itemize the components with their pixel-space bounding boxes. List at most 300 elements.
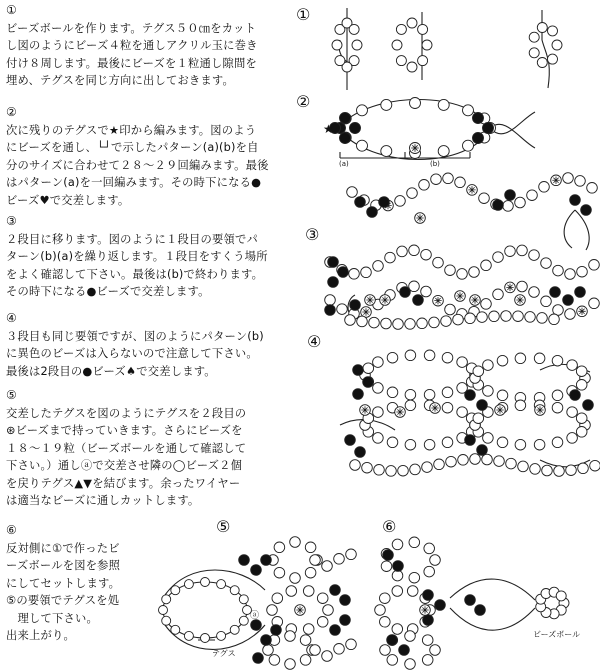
bead-clear	[442, 437, 453, 448]
bead-clear	[424, 389, 435, 400]
bead-dark	[350, 123, 361, 134]
bead-dark	[473, 113, 484, 124]
bead-clear	[567, 407, 578, 418]
bead-clear	[483, 386, 494, 397]
bead-clear	[217, 580, 226, 589]
bead-clear	[421, 249, 432, 260]
bead-dark	[239, 555, 250, 566]
bead-dark	[353, 365, 364, 376]
figure-6-number: ⑥	[382, 517, 397, 536]
bead-star-mark	[411, 144, 419, 152]
bead-clear	[529, 250, 540, 261]
bead-clear	[483, 360, 494, 371]
bead-clear	[483, 433, 494, 444]
bead-dark	[387, 635, 398, 646]
bead-clear	[434, 459, 445, 470]
bead-clear	[575, 176, 586, 187]
bead-clear	[380, 617, 391, 628]
bead-clear	[373, 383, 384, 394]
bead-clear	[322, 651, 333, 662]
bead-clear	[217, 631, 226, 640]
bead-clear	[567, 433, 578, 444]
bead-dark	[355, 197, 366, 208]
bead-clear	[405, 389, 416, 400]
bead-clear	[513, 311, 524, 322]
bead-dark	[261, 555, 272, 566]
bead-clear	[479, 193, 490, 204]
step-5-line: を戻りテグス▲▼を結びます。余ったワイヤー	[6, 476, 241, 490]
bead-dark	[465, 435, 476, 446]
bead-clear	[481, 260, 492, 271]
bead-clear	[441, 316, 452, 327]
bead-clear	[422, 462, 433, 473]
bead-clear	[269, 655, 280, 666]
bead-dark	[325, 305, 336, 316]
bead-clear	[457, 357, 468, 368]
pattern-bracket	[340, 152, 470, 158]
bead-clear	[392, 539, 403, 550]
bead-dark	[563, 295, 574, 306]
bead-clear	[552, 40, 562, 50]
step-3-line: ターン(b)(a)を繰り返します。１段目をすくう場所	[6, 250, 268, 263]
bead-dark	[575, 287, 586, 298]
bead-clear	[537, 313, 548, 324]
bead-clear	[387, 352, 398, 363]
bead-clear	[184, 631, 193, 640]
bead-dark	[251, 565, 262, 576]
bead-clear	[407, 586, 418, 597]
bead-clear	[322, 561, 333, 572]
step-6-line: 反対側に①で作ったビ	[6, 541, 120, 555]
bead-clear	[385, 252, 396, 263]
bead-clear	[525, 312, 536, 323]
thread-line	[450, 608, 535, 630]
bead-clear	[430, 645, 441, 656]
figure-4-number: ④	[307, 332, 322, 351]
step-5-line: 交差したテグスを図のようにテグスを２段目の	[6, 406, 247, 420]
bead-clear	[409, 537, 420, 548]
bead-clear	[239, 616, 248, 625]
bead-dark	[379, 197, 390, 208]
bead-clear	[162, 595, 171, 604]
bead-dark	[328, 257, 339, 268]
step-2-line: にビーズを通し、└┘で示したパターン(a)(b)を自	[6, 141, 259, 154]
bead-clear	[442, 387, 453, 398]
bead-clear	[230, 625, 239, 634]
bead-dark	[367, 207, 378, 218]
bead-dark	[328, 277, 339, 288]
bead-dark	[570, 390, 581, 401]
bead-dark	[493, 200, 504, 211]
bead-clear	[290, 573, 301, 584]
bead-clear	[463, 105, 474, 116]
bead-dark	[413, 295, 424, 306]
thread-line	[564, 210, 575, 248]
bead-clear	[576, 427, 587, 438]
bead-clear	[381, 146, 392, 157]
bead-clear	[463, 140, 474, 151]
bead-clear	[458, 455, 469, 466]
bead-clear	[349, 269, 360, 280]
step-2-line: はパターン(a)を一回編みます。その時下になる●	[6, 176, 262, 189]
bead-dark	[505, 190, 516, 201]
bead-clear	[323, 605, 334, 616]
bead-dark	[261, 635, 272, 646]
bead-star-mark	[431, 404, 438, 411]
step-5-number: ⑤	[6, 388, 17, 402]
bead-clear	[410, 464, 421, 475]
bead-clear	[529, 287, 540, 298]
bead-dark	[473, 133, 484, 144]
bead-clear	[469, 267, 480, 278]
bead-clear	[576, 380, 587, 391]
bead-clear	[349, 24, 359, 34]
bead-clear	[380, 645, 391, 656]
bead-clear	[424, 439, 435, 450]
bead-clear	[405, 659, 416, 670]
bead-clear	[455, 177, 466, 188]
bead-clear	[497, 390, 508, 401]
bead-clear	[285, 659, 296, 670]
step-3-line: その時下になる●ビーズで交差します。	[6, 285, 210, 298]
tegusu-label: テグス	[212, 649, 236, 658]
step-1-number: ①	[6, 3, 17, 17]
step-1-line: 埋め、テグスを同じ方向に出しておきます。	[6, 74, 235, 87]
bead-star-mark	[434, 297, 441, 304]
bead-clear	[576, 413, 587, 424]
bead-clear	[457, 269, 468, 280]
bead-clear	[529, 32, 539, 42]
bead-clear	[421, 286, 432, 297]
bead-dark	[465, 595, 476, 606]
bead-dark	[350, 300, 361, 311]
bead-clear	[346, 549, 357, 560]
bead-clear	[549, 314, 560, 325]
bead-clear	[201, 578, 210, 587]
bead-clear	[431, 174, 442, 185]
bead-dark	[477, 400, 488, 411]
bead-star-mark	[471, 296, 478, 303]
bead-clear	[552, 355, 563, 366]
bead-star-mark	[456, 292, 463, 299]
pattern-label-b: (b)	[430, 160, 440, 168]
bead-clear	[537, 23, 547, 33]
bead-clear	[410, 98, 421, 109]
bead-clear	[589, 298, 600, 309]
bead-clear	[303, 624, 314, 635]
bead-clear	[357, 316, 368, 327]
bead-clear	[515, 439, 526, 450]
bead-clear	[274, 542, 285, 553]
bead-clear	[497, 437, 508, 448]
bead-dark	[340, 615, 351, 626]
bead-clear	[534, 353, 545, 364]
bead-clear	[393, 319, 404, 330]
bead-clear	[387, 437, 398, 448]
step-5-line: は適当なビーズに通しカットします。	[6, 494, 200, 507]
bead-clear	[392, 586, 403, 597]
bead-clear	[305, 567, 316, 578]
bead-clear	[396, 56, 406, 66]
bead-clear	[397, 246, 408, 257]
step-6-line: 理して下さい。	[6, 611, 98, 625]
bead-clear	[481, 299, 492, 310]
bead-clear	[171, 625, 180, 634]
bead-dark	[570, 195, 581, 206]
bead-clear	[473, 413, 484, 424]
bead-clear	[515, 400, 526, 411]
bead-clear	[230, 586, 239, 595]
bead-clear	[493, 289, 504, 300]
step-6-number: ⑥	[6, 523, 17, 537]
bead-clear	[518, 461, 529, 472]
bead-clear	[541, 296, 552, 307]
bead-clear	[419, 180, 430, 191]
step-3-line: をよく確認して下さい。最後は(b)で終わります。	[6, 267, 264, 281]
bead-clear	[374, 465, 385, 476]
bead-clear	[422, 635, 433, 646]
bead-star-mark	[416, 214, 423, 221]
bead-clear	[392, 40, 402, 50]
bead-dark	[340, 113, 351, 124]
step-3-number: ③	[6, 214, 17, 228]
bead-dark	[251, 620, 262, 631]
bead-star-mark	[362, 308, 369, 315]
bead-clear	[405, 319, 416, 330]
step-2-number: ②	[6, 105, 17, 119]
bead-clear	[470, 454, 481, 465]
bead-clear	[565, 269, 576, 280]
bead-clear	[286, 586, 297, 597]
bead-dark	[363, 377, 374, 388]
bead-clear	[267, 605, 278, 616]
thread-line	[338, 100, 535, 134]
bead-clear	[290, 537, 301, 548]
start-star-mark: ★	[323, 122, 334, 136]
step-4-line: ３段目も同じ要領ですが、図のようにパターン(b)	[6, 329, 264, 343]
bead-clear	[405, 400, 416, 411]
bead-clear	[171, 586, 180, 595]
step-2-line: 分のサイズに合わせて２８～２９回編みます。最後	[6, 158, 269, 172]
bead-clear	[517, 281, 528, 292]
bead-clear	[398, 465, 409, 476]
bead-clear	[274, 567, 285, 578]
bead-clear	[361, 267, 372, 278]
bead-dark	[465, 390, 476, 401]
bead-star-mark	[396, 408, 403, 415]
bead-clear	[457, 407, 468, 418]
bead-clear	[184, 580, 193, 589]
step-6-line: にしてセットします。	[6, 576, 121, 590]
step-6-line: 出来上がり。	[6, 629, 75, 642]
bead-clear	[380, 593, 391, 604]
bead-ball-label: ビーズボール	[533, 630, 581, 639]
bead-clear	[422, 40, 432, 50]
bead-dark	[338, 267, 349, 278]
bead-clear	[407, 62, 417, 72]
bead-clear	[556, 591, 566, 601]
bead-dark	[423, 590, 434, 601]
bead-clear	[424, 543, 435, 554]
bead-dark	[383, 550, 394, 561]
bead-clear	[541, 258, 552, 269]
step-4-number: ④	[6, 311, 17, 325]
step-1-line: 付け８周します。最後にビーズを１粒通し隙間を	[6, 56, 258, 70]
bead-clear	[407, 188, 418, 199]
step-6-line: ⑤の要領でテグスを処	[6, 594, 120, 607]
bead-clear	[373, 357, 384, 368]
bead-clear	[587, 183, 598, 194]
bead-clear	[352, 40, 362, 50]
thread-line	[338, 124, 535, 159]
bead-dark	[330, 625, 341, 636]
bead-clear	[347, 187, 358, 198]
bead-dark	[423, 615, 434, 626]
step-5-line: 下さい。）通しⓐで交差させ隣の◯ビーズ２個	[6, 459, 243, 472]
bead-clear	[590, 460, 600, 471]
bead-clear	[482, 454, 493, 465]
bead-clear	[517, 245, 528, 256]
bead-clear	[446, 456, 457, 467]
bead-clear	[396, 24, 406, 34]
bead-clear	[300, 635, 311, 646]
bead-clear	[473, 366, 484, 377]
bead-clear	[409, 572, 420, 583]
bead-dark	[393, 561, 404, 572]
bead-clear	[438, 146, 449, 157]
bead-clear	[346, 639, 357, 650]
bead-clear	[337, 304, 348, 315]
bead-star-mark	[361, 406, 368, 413]
bead-clear	[554, 466, 565, 477]
thread-lines	[163, 8, 590, 649]
bead-clear	[272, 593, 283, 604]
bead-clear	[363, 363, 374, 374]
bead-clear	[552, 402, 563, 413]
bead-clear	[381, 318, 392, 329]
bead-clear	[503, 201, 514, 212]
cross-point-a-label: ⓐ	[250, 611, 260, 621]
step-5-line: ⊛ビーズまで持っていきます。さらにビーズを	[6, 424, 243, 437]
bead-clear	[465, 313, 476, 324]
bead-clear	[542, 465, 553, 476]
step-1-line: し図のようにビーズ４粒を通しアクリル玉に巻き	[6, 39, 258, 52]
bead-clear	[373, 433, 384, 444]
pattern-label-a: (a)	[339, 160, 349, 168]
beads	[159, 18, 600, 669]
bead-dark	[583, 400, 594, 411]
bead-clear	[563, 173, 574, 184]
step-4-line: 最後は2段目の●ビーズ♠で交差します。	[6, 364, 216, 378]
bead-clear	[515, 353, 526, 364]
bead-clear	[567, 360, 578, 371]
bead-clear	[335, 56, 345, 66]
bead-clear	[409, 245, 420, 256]
bead-clear	[392, 624, 403, 635]
bead-clear	[386, 466, 397, 477]
bead-clear	[334, 554, 345, 565]
bead-clear	[537, 58, 547, 68]
bead-clear	[566, 465, 577, 476]
bead-clear	[373, 261, 384, 272]
bead-clear	[381, 99, 392, 110]
bead-clear	[565, 309, 576, 320]
bead-clear	[418, 56, 428, 66]
bead-clear	[497, 355, 508, 366]
bead-clear	[305, 542, 316, 553]
bead-clear	[317, 617, 328, 628]
bead-dark	[435, 600, 446, 611]
bead-clear	[578, 463, 589, 474]
step-1-line: ビーズボールを作ります。テグス５０㎝をカット	[6, 21, 257, 35]
bead-clear	[325, 295, 336, 306]
bead-clear	[417, 318, 428, 329]
bead-clear	[527, 190, 538, 201]
thread-line	[450, 579, 535, 600]
bead-clear	[375, 605, 386, 616]
bead-star-mark	[496, 406, 503, 413]
bead-dark	[271, 625, 282, 636]
bead-clear	[362, 462, 373, 473]
bead-clear	[407, 18, 417, 28]
bead-clear	[429, 317, 440, 328]
bead-clear	[418, 24, 428, 34]
bead-dark	[355, 447, 366, 458]
bead-clear	[453, 314, 464, 325]
bead-dark	[400, 287, 411, 298]
bead-clear	[445, 265, 456, 276]
bead-clear	[424, 350, 435, 361]
bead-clear	[387, 655, 398, 666]
figure-2-number: ②	[296, 92, 311, 111]
figure-5-number: ⑤	[216, 517, 231, 536]
bead-clear	[494, 456, 505, 467]
bead-clear	[445, 304, 456, 315]
bead-clear	[539, 182, 550, 193]
bead-clear	[489, 311, 500, 322]
bead-clear	[373, 407, 384, 418]
bead-clear	[443, 173, 454, 184]
bead-clear	[381, 561, 392, 572]
bead-clear	[159, 606, 168, 615]
thread-line	[542, 10, 549, 88]
bead-clear	[548, 54, 558, 64]
bead-dark	[353, 389, 364, 400]
bead-clear	[577, 266, 588, 277]
bead-clear	[395, 196, 406, 207]
bead-dark	[550, 287, 561, 298]
bead-clear	[405, 631, 416, 642]
bead-clear	[530, 464, 541, 475]
bead-clear	[529, 48, 539, 58]
bead-clear	[369, 317, 380, 328]
bead-dark	[475, 605, 486, 616]
bead-clear	[424, 566, 435, 577]
bead-dark	[477, 445, 488, 456]
bead-clear	[589, 260, 600, 271]
bead-clear	[576, 366, 587, 377]
step-5-line: １８～１９粒（ビーズボールを通して確認して	[6, 441, 247, 455]
bead-clear	[201, 634, 210, 643]
bead-clear	[477, 312, 488, 323]
bead-clear	[239, 595, 248, 604]
bead-clear	[405, 350, 416, 361]
bead-clear	[357, 105, 368, 116]
bead-clear	[534, 439, 545, 450]
bead-clear	[162, 616, 171, 625]
bead-dark	[253, 653, 264, 664]
bead-clear	[285, 631, 296, 642]
